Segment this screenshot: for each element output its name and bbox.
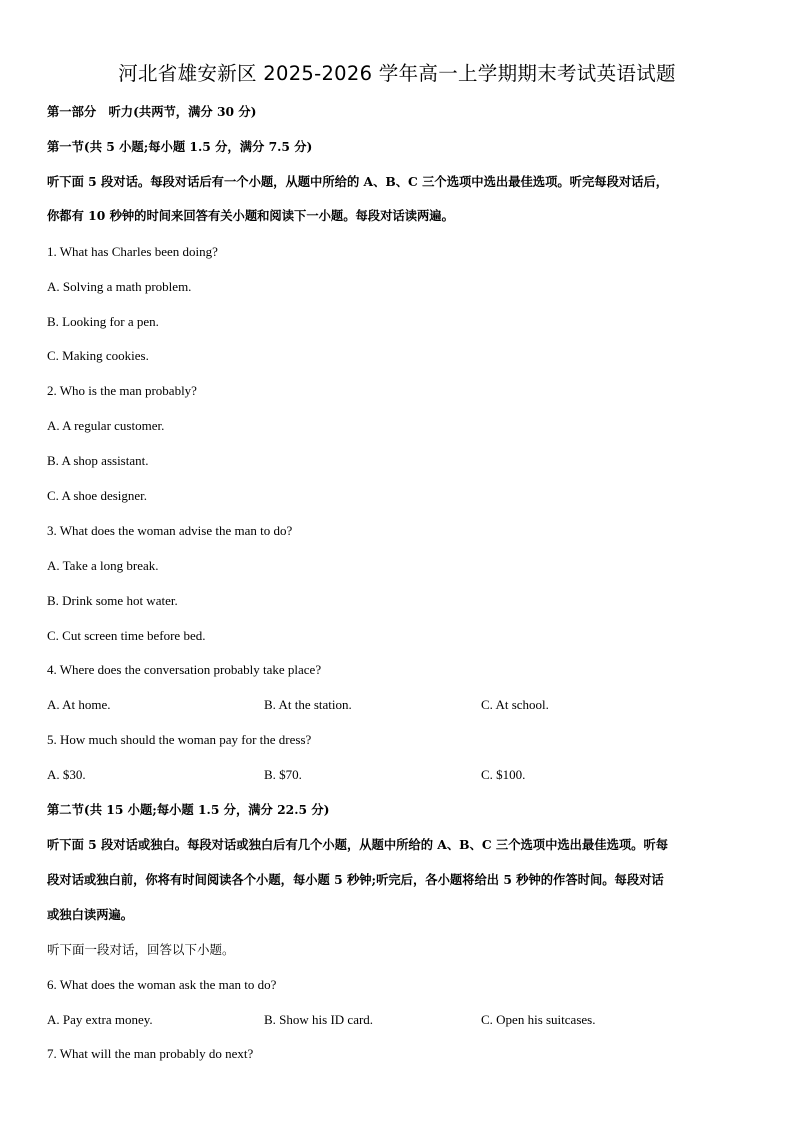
- q3-option-a: A. Take a long break.: [47, 558, 159, 573]
- q5-option-c: C. $100.: [481, 767, 526, 782]
- q5-option-b: B. $70.: [264, 767, 302, 782]
- question-1: 1. What has Charles been doing?: [47, 244, 218, 259]
- dialogue-instruction: 听下面一段对话，回答以下小题。: [47, 942, 235, 957]
- question-2: 2. Who is the man probably?: [47, 383, 197, 398]
- q5-option-a: A. $30.: [47, 767, 86, 782]
- part1-heading: 第一部分 听力(共两节，满分 30 分): [47, 104, 257, 119]
- section2-instructions-line3: 或独白读两遍。: [47, 907, 134, 922]
- question-7: 7. What will the man probably do next?: [47, 1046, 254, 1061]
- page-title: 河北省雄安新区 2025-2026 学年高一上学期期末考试英语试题: [118, 62, 676, 85]
- q2-option-a: A. A regular customer.: [47, 418, 165, 433]
- q3-option-b: B. Drink some hot water.: [47, 593, 178, 608]
- question-5: 5. How much should the woman pay for the dress?: [47, 732, 312, 747]
- question-3: 3. What does the woman advise the man to do?: [47, 523, 293, 538]
- q1-option-b: B. Looking for a pen.: [47, 314, 159, 329]
- q6-option-b: B. Show his ID card.: [264, 1012, 374, 1027]
- q4-option-c: C. At school.: [481, 697, 549, 712]
- section2-instructions-line2: 段对话或独白前，你将有时间阅读各个小题，每小题 5 秒钟;听完后，各小题将给出 5 秒钟的作答时间。每段对话: [47, 872, 664, 887]
- q1-option-c: C. Making cookies.: [47, 348, 149, 363]
- section1-instructions-line2: 你都有 10 秒钟的时间来回答有关小题和阅读下一小题。每段对话读两遍。: [47, 208, 454, 223]
- q4-option-b: B. At the station.: [264, 697, 352, 712]
- section1-instructions-line1: 听下面 5 段对话。每段对话后有一个小题，从题中所给的 A、B、C 三个选项中选出最佳选项。听完每段对话后，: [47, 174, 669, 189]
- q6-option-a: A. Pay extra money.: [47, 1012, 153, 1027]
- q6-option-c: C. Open his suitcases.: [481, 1012, 596, 1027]
- q1-option-a: A. Solving a math problem.: [47, 279, 192, 294]
- section2-heading: 第二节(共 15 小题;每小题 1.5 分，满分 22.5 分): [47, 802, 330, 817]
- question-4: 4. Where does the conversation probably take place?: [47, 662, 322, 677]
- q2-option-b: B. A shop assistant.: [47, 453, 149, 468]
- section2-instructions-line1: 听下面 5 段对话或独白。每段对话或独白后有几个小题，从题中所给的 A、B、C 三个选项中选出最佳选项。听每: [47, 837, 669, 852]
- section1-heading: 第一节(共 5 小题;每小题 1.5 分，满分 7.5 分): [47, 139, 313, 154]
- q3-option-c: C. Cut screen time before bed.: [47, 628, 206, 643]
- q2-option-c: C. A shoe designer.: [47, 488, 148, 503]
- q4-option-a: A. At home.: [47, 697, 111, 712]
- question-6: 6. What does the woman ask the man to do?: [47, 977, 277, 992]
